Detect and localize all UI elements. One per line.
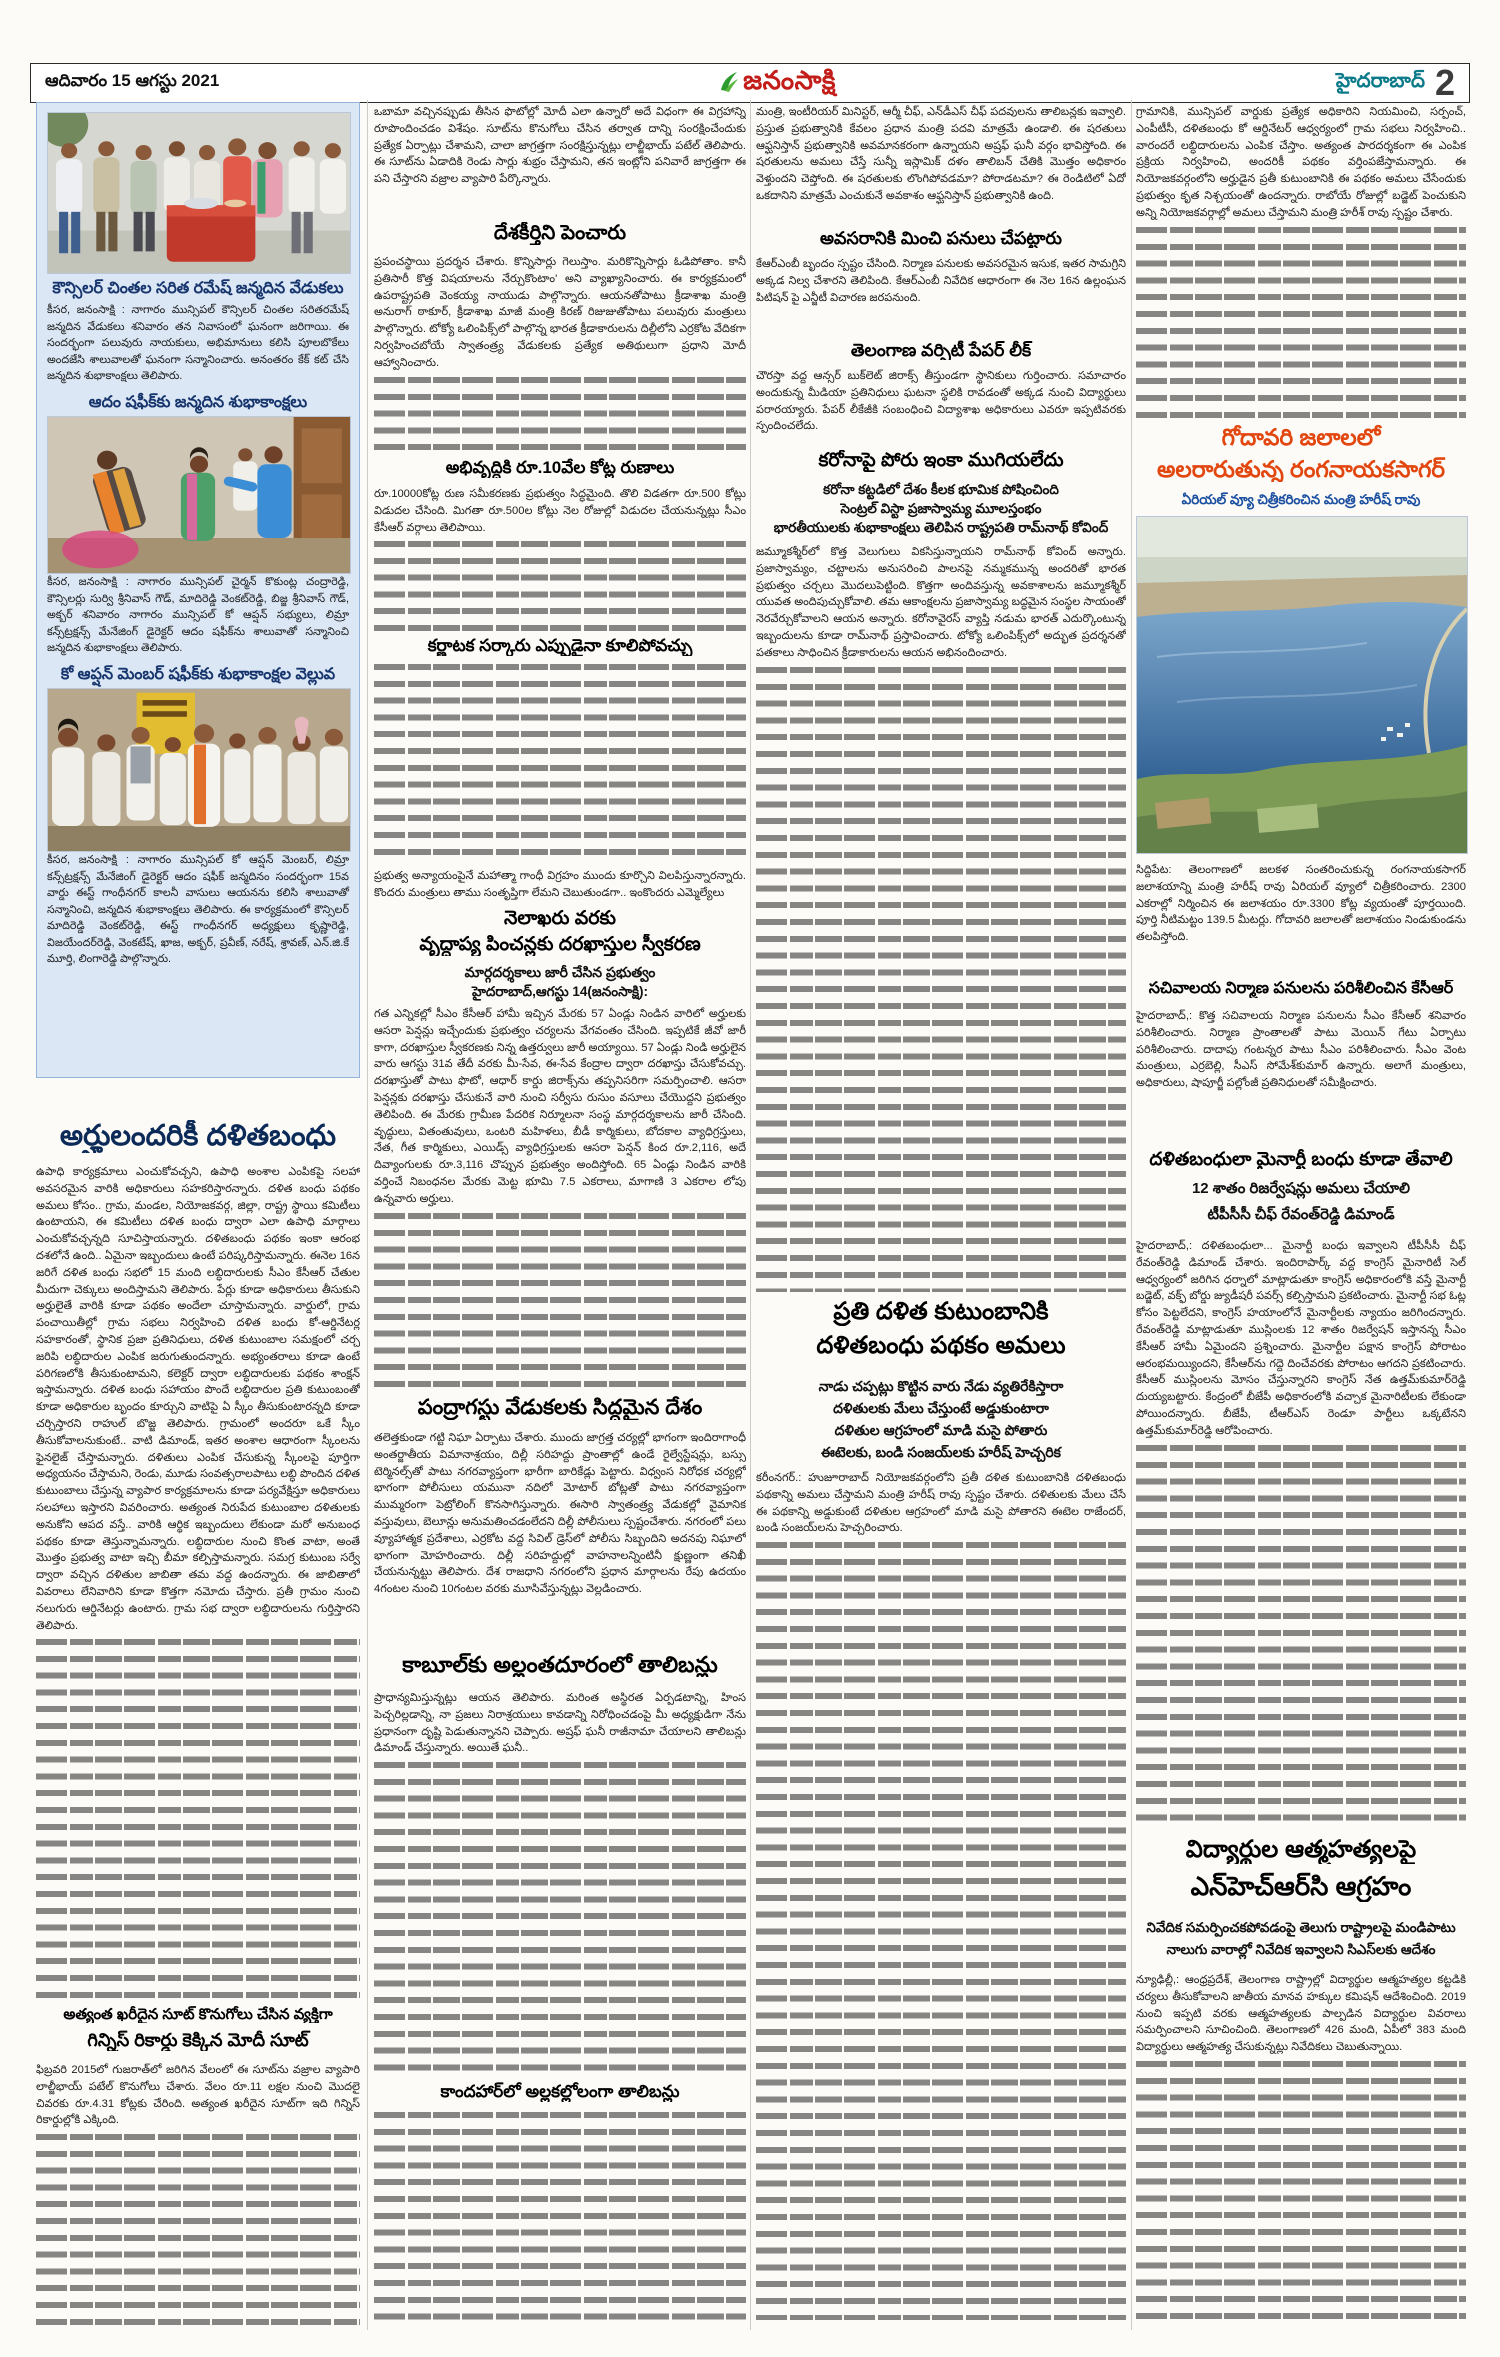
column-rule	[750, 100, 751, 2330]
dalit-sub2: దళితులకు మేలు చేస్తుంటే అడ్డుకుంటారా	[833, 1400, 1049, 1416]
godavari-body: సిద్దిపేట: తెలంగాణలో జలకళ సంతరించుకున్న రంగనాయకసాగర్ జలాశయాన్ని మంత్రి హరీష్ రావు ఏరియల్ వ్యూలో చిత్రీకరించారు. 2300 ఎకరాల్లో నిర్మించిన ఈ జలాశయం రూ.3300 కోట్ల వ్యయంతో పూర్తయింది. పూర్తి నీటిమట్టం 139.5 మీటర్లు. గోదావరి జలాలతో జలాశయం నిండుకుండను తలపిస్తోంది.	[1136, 864, 1466, 944]
text-fill	[1136, 227, 1466, 418]
text-fill	[374, 664, 746, 863]
text-fill	[374, 1213, 746, 1392]
masthead-title: జనంసాక్షి	[743, 64, 836, 95]
corona-sub2: సెంట్రల్ విస్టా ప్రజాస్వామ్య మూలస్తంభం	[840, 501, 1042, 516]
works-headline: అవసరానికి మించి పనులు చేపట్టారు	[820, 228, 1062, 248]
edition-city: హైదరాబాద్	[1335, 69, 1425, 92]
aug15-body: తలెత్తకుండా గట్టి నిఘా ఏర్పాటు చేశారు. ముందు జాగ్రత్త చర్యల్లో భాగంగా ఇందిరాగాంధీ అంతర్జాతీయ విమానాశ్రయం, దిల్లీ సరిహద్దు ప్రాంతాల్లో ఉండే రైల్వేస్టేషన్లు, బస్సు టెర్మినల్స్‌తో పాటు నగరవ్యాప్తంగా భారీగా బారికేడ్లు పెట్టారు. విధ్వంస నిరోధక చర్యల్లో భాగంగా పోలీసులు యమునా నదిలో మోటార్ బోట్లతో పాటు నగరవ్యాప్తంగా ముమ్మరంగా పెట్రోలింగ్ కొనసాగిస్తున్నారు. ఈసారి స్వాతంత్ర్య వేడుకల్లో వైమానిక వస్తువులు, బెలూన్లు అనుమతించడంలేదని దిల్లీ పోలీసులు స్పష్టంచేశారు. నగరంలో పలు వ్యూహాత్మక ప్రదేశాలు, ఎర్రకోట వద్ద సివిల్ డ్రెస్‌లో పోలీసు సిబ్బందిని అదనపు నిఘాలో భాగంగా మోహరించారు. దిల్లీ సరిహద్దుల్లో వాహనాలన్నింటినీ క్షుణ్ణంగా తనిఖీ చేయనున్నట్టు తెలిపారు. దేశ రాజధాని నగరంలోని ప్రధాన మార్గాలను రేపు ఉదయం 4గంటల నుంచి 10గంటల వరకు మూసివేస్తున్నట్లు వెల్లడించారు.	[374, 1432, 746, 1596]
masthead-leaf-icon	[719, 70, 739, 97]
dalit-headline-line2: దళితబంధు పథకం అమలు	[816, 1332, 1066, 1359]
text-fill	[1136, 1445, 1466, 1828]
modi-suit-headline-line2: గిన్నిస్ రికార్డు కెక్కిన మోదీ సూట్	[87, 2030, 309, 2050]
photo-birthday-group	[47, 112, 351, 274]
text-fill	[36, 2134, 360, 2328]
column-1	[36, 100, 360, 2332]
edition-block	[1335, 62, 1455, 103]
story3-body: కీసర, జనంసాక్షి : నాగారం మున్సిపల్ కో ఆప్షన్ మెంబర్, లిమ్రా కన్స్‌ట్రక్షన్స్ మేనేజింగ్ డైరెక్టర్ ఆదం షఫీక్ జన్మదినం సందర్భంగా 15వ వార్డు ఈస్ట్ గాంధీనగర్ కాలనీ వాసులు ఆయనను కలిసి శాలువాతో సన్మానించి, జన్మదిన శుభాకాంక్షలు తెలిపారు. ఈ కార్యక్రమంలో కౌన్సిలర్ మాదిరెడ్డి వెంకట్‌రెడ్డి, ఈస్ట్ గాంధీనగర్ అధ్యక్షులు కృష్ణారెడ్డి, విజయేందర్‌రెడ్డి, వెంకటేష్, ఖాజ, అక్బర్, ప్రవీణ్, నరేష్, శ్రావణ్, ఎన్.జి.కే మూర్తి, లింగారెడ్డి పాల్గొన్నారు.	[47, 854, 349, 966]
modi-suit-headline-line1: అత్యంత ఖరీదైన సూట్ కొనుగోలు చేసిన వ్యక్తిగా	[63, 2006, 333, 2023]
story3-headline: కో ఆప్షన్ మెంబర్ షఫీక్‌కు శుభాకాంక్షల వెల్లువ	[60, 665, 336, 683]
photo-rangnayak-sagar-aerial	[1136, 516, 1468, 854]
dalitbandhu-main-headline: అర్హులందరికీ దళితబంధు	[59, 1120, 337, 1152]
corona-body: జమ్మూకశ్మీర్‌లో కొత్త వెలుగులు వికసిస్తున్నాయని రామ్‌నాథ్ కోవింద్ అన్నారు. ప్రజాస్వామ్యం, చట్టాలను అనుసరించి పాలనపై నమ్మకమున్న అందరితో భారత ప్రభుత్వం చర్చలు మొదలుపెట్టింది. కొత్తగా అందివస్తున్న అవకాశాలను జమ్మూకశ్మీర్ యువత అందిపుచ్చుకోవాలి. తమ ఆకాంక్షలను ప్రజాస్వామ్య బద్ధమైన సంస్థల సాయంతో నెరవేర్చుకోవాలని ఆయన అన్నారు. కరోనావైరస్ వ్యాప్తి నడుమ భారత్ ఎదుర్కొంటున్న ఇబ్బందులను కూడా రామ్‌నాథ్ ప్రస్తావించారు. టోక్యో ఒలింపిక్స్‌లో అద్భుత ప్రదర్శనతో పతకాలు సాధించిన క్రీడాకారులను ఆయన అభినందించారు.	[756, 546, 1126, 659]
works-body: కేఆర్ఎంబీ బృందం స్పష్టం చేసింది. నిర్మాణ పనులకు అవసరమైన ఇసుక, ఇతర సామగ్రిని అక్కడ నిల్వ చేశారని తెలిపింది. కేఆర్ఎంబీ నివేదిక ఆధారంగా ఈ నెల 16న ఉల్లంఘన పిటిషన్ పై ఎన్జీటీ విచారణ జరపనుంది.	[756, 258, 1126, 304]
masthead-bar	[30, 63, 1470, 103]
dalit-headline-line1: ప్రతి దళిత కుటుంబానికి	[833, 1298, 1049, 1325]
karnataka-headline: కర్ణాటక సర్కారు ఎప్పుడైనా కూలిపోవచ్చు	[427, 636, 693, 655]
pension-headline-line1: నెలాఖరు వరకు	[504, 908, 616, 929]
kcr-headline: సచివాలయ నిర్మాణ పనులను పరిశీలించిన కేసీఆర్	[1148, 980, 1454, 997]
column-2	[374, 100, 746, 2332]
pension-subhead: మార్గదర్శకాలు జారీ చేసిన ప్రభుత్వం	[464, 964, 656, 980]
text-fill	[756, 667, 1126, 1292]
masthead	[719, 65, 836, 102]
loan-headline: అభివృద్ధికి రూ.10వేల కోట్ల రుణాలు	[445, 458, 675, 477]
photo-stories-box	[36, 102, 360, 1078]
dalit-body: కరీంనగర్.: హుజూరాబాద్ నియోజకవర్గంలోని ప్రతీ దళిత కుటుంబానికి దళితబంధు పథకాన్ని అమలు చేస్తామని మంత్రి హరీష్ రావు స్పష్టం చేశారు. దళితులకు మేలు చేసే ఈ పథకాన్ని అడ్డుకుంటే దళితుల ఆగ్రహంలో మాడి మసై పోతారని ఈటెల రాజేందర్, బండి సంజయ్‌లను హెచ్చరించారు.	[756, 1472, 1126, 1535]
story2-body: కీసర, జనంసాక్షి : నాగారం మున్సిపల్ చైర్మన్ కొకుంట్ల చంద్రారెడ్డి, కౌన్సిలర్లు సుర్వి శ్రీనివాస్ గౌడ్, మాదిరెడ్డి వెంకట్‌రెడ్డి, బిజ్జ శ్రీనివాస్ గౌడ్, అక్బర్ శనివారం నాగారం మున్సిపల్ కో ఆప్షన్ సభ్యులు, లిమ్రా కన్స్‌ట్రక్షన్స్ మేనేజింగ్ డైరెక్టర్ ఆదం షఫీక్‌ను శాలువాతో సన్మానించి జన్మదిన శుభాకాంక్షలు తెలిపారు.	[47, 576, 349, 655]
kandahar-headline: కాందహార్‌లో అల్లకల్లోలంగా తాలిబన్లు	[440, 2082, 680, 2101]
afghan-lead-body: మంత్రి, ఇంటీరియర్ మినిస్టర్, ఆర్మీ చీఫ్, ఎన్‌డీఎస్ చీఫ్ పదవులను తాలిబన్లకు ఇవ్వాలి. ప్రస్తుత ప్రభుత్వానికి కేవలం ప్రధాన మంత్రి పదవి మాత్రమే ఉండాలి. ఈ షరతులు ఆఫ్ఘనిస్తాన్ ప్రభుత్వానికి అవమానకరంగా ఉన్నాయని అష్రఫ్ ఘనీ వర్గం భావిస్తోంది. ఈ షరతులను అమలు చేస్తే సున్నీ ఇస్లామిక్ దళం తాలిబన్ చేతికి మొత్తం అధికారం వెళ్తుందని చెప్తోంది. ఈ షరతులకు లొంగిపోవడమా? పోరాడటమా? ఈ రెండిటిలో ఏదో ఒకదానిని మాత్రమే ఎంచుకునే అవకాశం ఆఫ్ఘనిస్తాన్ ప్రభుత్వానికి ఉంది.	[756, 106, 1126, 202]
corona-headline: కరోనాపై పోరు ఇంకా ముగియలేదు	[818, 450, 1064, 471]
photo-coop-member-felicitation	[47, 688, 351, 852]
column-rule	[367, 100, 368, 2330]
minority-body: హైదరాబాద్,: దళితబంధులా... మైనార్టీ బంధు ఇవ్వాలని టీపీసీసీ చీఫ్ రేవంత్‌రెడ్డి డిమాండ్ చేశారు. ఇందిరాపార్క్ వద్ద కాంగ్రెస్ మైనారిటీ సెల్ ఆధ్వర్యంలో జరిగిన ధర్నాలో మాట్లాడుతూ కాంగ్రెస్ అధికారంలోకి వస్తే మైనార్టీ బడ్జెట్, వక్ఫ్ బోర్డు జ్యుడీషరీ పవర్స్ కల్పిస్తామని ప్రకటించారు. మైనార్టీ సభ ఓట్ల కోసం పెట్టలేదని, కాంగ్రెస్ హయాంలోనే మైనార్టీలకు న్యాయం జరిగిందన్నారు. రేవంత్‌రెడ్డి మాట్లాడుతూ ముస్లింలకు 12 శాతం రిజర్వేషన్ ఇస్తానన్న సీఎం కేసీఆర్ హామీ ఏమైందని ప్రశ్నించారు. మైనార్టీల పక్షాన కాంగ్రెస్ పోరాటం ఆరంభమయ్యిందని, కేసీఆర్‌ను గద్దె దించేవరకు పోరాటం ఆగదని ప్రకటించారు. కేసీఆర్ ముస్లింలను మోసం చేస్తున్నారని కాంగ్రెస్ నేత ఉత్తమ్‌కుమార్‌రెడ్డి దుయ్యబట్టారు. కేంద్రంలో బీజేపీ అధికారంలోకి వచ్చాక మైనారిటీలకు లేకుండా పోయిందన్నారు. బీజేపీ, టీఆర్ఎస్ రెండూ పార్టీలు ఒక్కటేనని ఉత్తమ్‌కుమార్‌రెడ్డి ఆరోపించారు.	[1136, 1240, 1466, 1437]
column-4	[1136, 100, 1466, 2332]
text-fill	[374, 1762, 746, 2076]
page-number: 2	[1434, 62, 1455, 103]
dalit-sub1: నాడు చప్పట్లు కొట్టిన వారు నేడు వ్యతిరేకిస్తారా	[818, 1378, 1064, 1394]
pension-body: గత ఎన్నికల్లో సీఎం కేసీఆర్ హామీ ఇచ్చిన మేరకు 57 ఏండ్లు నిండిన వారిలో అర్హులకు ఆసరా పెన్షన్లు ఇచ్చేందుకు ప్రభుత్వం చర్యలను వేగవంతం చేసింది. ఇప్పటికే జీవో జారీ కాగా, దరఖాస్తుల స్వీకరణకు నిన్న ఉత్తర్వులు జారీ అయ్యాయి. 57 ఏండ్లు నిండి అర్హులైన వారు ఆగస్టు 31వ తేదీ వరకు మీ-సేవ, ఈ-సేవ కేంద్రాల ద్వారా దరఖాస్తు చేసుకోవచ్చు. దరఖాస్తుతో పాటు ఫొటో, ఆధార్ కార్డు జిరాక్స్‌ను తప్పనిసరిగా సమర్పించాలి. ఆసరా పెన్షన్లకు దరఖాస్తు చేసుకునే వారి నుంచి సర్వీసు రుసుం వసూలు చేయొద్దని ప్రభుత్వం తెలిపింది. ఈ మేరకు గ్రామీణ పేదరిక నిర్మూలనా సంస్థ మార్గదర్శకాలను జారీ చేసింది. వృద్ధులు, వితంతువులు, ఒంటరి మహిళలు, బీడీ కార్మికులు, బోదకాల వ్యాధిగ్రస్తులు, నేత, గీత కార్మికులు, ఎయిడ్స్ వ్యాధిగ్రస్తులకు ఆసరా పెన్షన్ కింద రూ.2,116, అదే దివ్యాంగులకు రూ.3,116 చొప్పున ప్రభుత్వం అందిస్తోంది. 65 ఏండ్లు నిండిన వారికి వర్తించే నిబంధనల మేరకు మెట్ట భూమి 7.5 ఎకరాలు, మాగాణి 3 ఎకరాల లోపు ఉన్నవారు అర్హులు.	[374, 1008, 746, 1205]
modi-suit-body: ఫిబ్రవరి 2015లో గుజరాత్‌లో జరిగిన వేలంలో ఈ సూట్‌ను వజ్రాల వ్యాపారి లాల్జీభాయ్ పటేల్ కొనుగోలు చేశారు. వేలం రూ.11 లక్షల నుంచి మొదలై చివరకు రూ.4.31 కోట్లకు చేరింది. అత్యంత ఖరీదైన సూట్‌గా ఇది గిన్నిస్ రికార్డుల్లోకి ఎక్కింది.	[36, 2064, 360, 2127]
nhrc-sub2: నాలుగు వారాల్లో నివేదిక ఇవ్వాలని సిఎస్‌లకు ఆదేశం	[1166, 1942, 1436, 1957]
text-fill	[36, 1639, 360, 2000]
suit-lead-body: ఒబామా వచ్చినప్పుడు తీసిన ఫొటోల్లో మోదీ ఎలా ఉన్నారో అదే విధంగా ఈ విగ్రహాన్ని రూపొందించడం విశేషం. సూట్‌ను కొనుగోలు చేసిన తర్వాత దాన్ని సంరక్షించేందుకు ప్రత్యేక ఏర్పాట్లు చేశామని, చాలా జాగ్రత్తగా సంరక్షిస్తున్నట్లు లాల్జీభాయ్ పటేల్ తెలిపారు. ఈ సూట్‌ను ఏడాదికి రెండు సార్లు శుభ్రం చేస్తామని, తన ఇంట్లోని పనివారే జాగ్రత్తగా ఈ పని చేస్తారని వజ్రాల వ్యాపారి పేర్కొన్నారు.	[374, 106, 746, 186]
column-rule	[1131, 100, 1132, 2330]
edition-date: ఆదివారం 15 ఆగస్టు 2021	[45, 71, 220, 90]
kabul-headline: కాబూల్‌కు అల్లంతదూరంలో తాలిబన్లు	[402, 1652, 718, 1677]
minority-headline: దళితబంధులా మైనార్టీ బంధు కూడా తేవాలి	[1149, 1148, 1453, 1169]
column-3	[756, 100, 1126, 2332]
karnataka-body: ప్రభుత్వ అన్యాయంపైనే మహాత్మా గాంధీ విగ్రహం ముందు కూర్చొని విలపిస్తున్నారన్నారు. కొందరు మంత్రులు తాము సంతృప్తిగా లేమని చెబుతుండగా.. ఇంకొందరు ఎమ్మెల్యేలు	[374, 870, 746, 900]
dalitbandhu-main-body: ఉపాధి కార్యక్రమాలు ఎంచుకోవచ్చని, ఉపాధి అంశాల ఎంపికపై సలహా అవసరమైన వారికి అధికారులు సహకరిస్తారన్నారు. దళిత బంధు పథకం అమలు కోసం.. గ్రామ, మండల, నియోజకవర్గ, జిల్లా, రాష్ట్ర స్థాయి కమిటీలు ఉంటాయని, ఈ కమిటీలు దళిత బంధు ద్వారా ఎలా ఉపాధి మార్గాలు ఎంచుకోవచ్చన్నది సూచిస్తాయన్నారు. దళితబంధు పథకం ఇంకా ఆరంభ దశలోనే ఉంది.. ఏమైనా ఇబ్బందులు ఉంటే పరిష్కరిస్తామన్నారు. ఈనెల 16న జరిగే దళిత బంధు సభలో 15 మంది లబ్ధిదారులకు సీఎం కేసీఆర్ చేతుల మీదుగా చెక్కులు అందిస్తామని తెలిపారు. పేర్లు కూడా అధికారులు తీసుకుని అర్హులైతే వారికి కూడా పథకం అందేలా చూస్తామన్నారు. వార్డులో, గ్రామ పంచాయితీల్లో గ్రామ సభలు నిర్వహించి దళిత బంధు కో-ఆర్డినేటర్ల సహకారంతో, స్థానిక ప్రజా ప్రతినిధులు, దళిత కుటుంబాల సమక్షంలో చర్చ జరిపి లబ్ధిదారుల ఎంపిక జరుగుతుందన్నారు. అభ్యంతరాలు కూడా ఉంటే పరిగణలోకి తీసుకుంటామని, కలెక్టర్ ద్వారా లబ్ధిదారులకు పథకం శాంక్షన్ ఇస్తామన్నారు. దళిత బంధు సహాయం పొందే లబ్ధిదారుల ప్రతి కుటుంబంతో కూడా అధికారుల బృందం కూర్చుని వాటిపై ఏ స్కీం తీసుకుంటారన్నది కూడా చర్చిస్తారని రాహుల్ బొజ్జ తెలిపారు. గ్రామంలో అందరూ ఒకే స్కీం తీసుకోవాలనుకుంటే.. వాటి డిమాండ్, ఇతర అంశాల ఆధారంగా స్కీంలను ఫైనలైజ్ చేస్తామన్నారు. దళితులు ఎంపిక చేసుకున్న స్కీంలపై పూర్తిగా అధ్యయనం చేస్తామని, రెండు, మూడు సంవత్సరాలపాటు లబ్ధి పొందిన దళిత కుటుంబాలు చేస్తున్న వ్యాపార కార్యక్రమాలను కూడా పర్యవేక్షిస్తూ అధికారులు సలహాలు ఇస్తారని వివరించారు. అత్యంత నిరుపేద కుటుంబాల దళితులకు అనుకోని ఆపద వస్తే.. వారికి ఆర్థిక ఇబ్బందులు లేకుండా మరో అనుబంధ పథకం కూడా తెస్తున్నామన్నారు. లబ్ధిదారుల నుంచి కొంత వాటా, అంతే మొత్తం ప్రభుత్వ వాటా ఇచ్చి బీమా కల్పిస్తామన్నారు. సమగ్ర కుటుంబ సర్వే ద్వారా వచ్చిన దళితుల జాబితా తమ వద్ద ఉందన్నారు. ఈ జాబితాలో వివరాలు లేనివారిని కూడా కొత్తగా నమోదు చేస్తారు. ప్రతీ గ్రామం నుంచి నలుగురు ఆర్డినేటర్లు ఉంటారు. గ్రామ సభ ద్వారా లబ్ధిదారులను గుర్తిస్తారని తెలిపారు.	[36, 1166, 360, 1632]
aug15-headline: పంద్రాగస్టు వేడుకలకు సిద్ధమైన దేశం	[417, 1396, 703, 1419]
kcr-body: హైదరాబాద్,: కొత్త సచివాలయ నిర్మాణ పనులను సీఎం కేసీఆర్ శనివారం పరిశీలించారు. నిర్మాణ ప్రాంతాలతో పాటు మెయిన్ గేటు ఏర్పాటు పరిశీలించారు. దాదాపు గంటన్నర పాటు సీఎం పరిశీలించారు. సీఎం వెంట మంత్రులు, ఎర్రబెల్లి, సీఎస్ సోమేశ్‌కుమార్ ఉన్నారు. అలాగే మంత్రులు, అధికారులు, షాపూర్జీ పల్లోంజీ ప్రతినిధులతో సమీక్షించారు.	[1136, 1010, 1466, 1090]
text-fill	[756, 1542, 1126, 2320]
godavari-subhead: ఏరియల్ వ్యూ చిత్రీకరించిన మంత్రి హరీష్ రావు	[1181, 492, 1421, 507]
pension-headline-line2: వృద్ధాప్య పించన్లకు దరఖాస్తుల స్వీకరణ	[419, 934, 701, 955]
text-fill	[1136, 2061, 1466, 2328]
corona-sub1: కరోనా కట్టడిలో దేశం కీలక భూమిక పోషించింది	[823, 482, 1059, 497]
nhrc-body: న్యూఢిల్లీ,: ఆంధ్రప్రదేశ్, తెలంగాణ రాష్ట్రాల్లో విద్యార్థుల ఆత్మహత్యల కట్టడికి చర్యలు తీసుకోవాలని జాతీయ మానవ హక్కుల కమిషన్ ఆదేశించింది. 2019 నుంచి ఇప్పటి వరకు ఆత్మహత్యలకు పాల్పడిన విద్యార్థుల వివరాలు సమర్పించాలని సూచించింది. తెలంగాణలో 426 మంది, ఏపీలో 383 మంది విద్యార్థులు ఆత్మహత్య చేసుకున్నట్లు నివేదికలు చెబుతున్నాయి.	[1136, 1974, 1466, 2054]
nhrc-headline-line1: విద్యార్థుల ఆత్మహత్యలపై	[1185, 1836, 1417, 1863]
corona-sub3: భారతీయులకు శుభాకాంక్షలు తెలిపిన రాష్ట్రపతి రామ్‌నాథ్ కోవింద్	[773, 520, 1109, 535]
godavari-headline-line1: గోదావరి జలాలలో	[1221, 424, 1381, 450]
dalitbandhu-continued-body: గ్రామానికి, మున్సిపల్ వార్డుకు ప్రత్యేక అధికారిని నియమించి, సర్పంచ్, ఎంపీటీసీ, దళితబంధు కో ఆర్డినేటర్ ఆధ్వర్యంలో గ్రామ సభలు నిర్వహించి.. వారందరే లబ్ధిదారులను ఎంపిక చేస్తాం. అత్యంత పారదర్శకంగా ఈ ఎంపిక ప్రక్రియ నిర్వహించి, అందరికీ పథకం వర్తింపజేస్తామన్నారు. ఈ నియోజకవర్గంలోని అర్హుడైన ప్రతీ కుటుంబానికి ఈ పథకం అమలు చేసేందుకు ప్రభుత్వం కృత నిశ్చయంతో ఉందన్నారు. రాబోయే రోజుల్లో బడ్జెట్ పెంచుకుని అన్ని నియోజకవర్గాల్లో అమలు చేస్తామని మంత్రి హరీశ్ రావు స్పష్టం చేశారు.	[1136, 106, 1466, 219]
minority-sub1: 12 శాతం రిజర్వేషన్లు అమలు చేయాలి	[1191, 1180, 1411, 1197]
kabul-body: ప్రాధాన్యమిస్తున్నట్లు ఆయన తెలిపారు. మరింత అస్థిరత ఏర్పడటాన్ని, హింస పెచ్చరిల్లడాన్ని, నా ప్రజలు నిరాశ్రయులు కావడాన్ని నిరోధించడంపై మీ అధ్యక్షుడిగా నేను ప్రధానంగా దృష్టి పెడుతున్నానని చెప్పారు. అష్రఫ్ ఘనీ రాజీనామా చేయాలని తాలిబన్లు డిమాండ్ చేస్తున్నారు. అయితే ఘనీ..	[374, 1692, 746, 1755]
text-fill	[374, 377, 746, 454]
dalit-sub4: ఈటెలకు, బండి సంజయ్‌లకు హరీష్ హెచ్చరిక	[821, 1444, 1061, 1460]
godavari-headline-line2: అలరారుతున్న రంగనాయకసాగర్	[1156, 456, 1446, 482]
fame-headline: దేశకీర్తిని పెంచారు	[493, 222, 627, 244]
nhrc-sub1: నివేదిక సమర్పించకపోవడంపై తెలుగు రాష్ట్రాలపై మండిపాటు	[1146, 1920, 1456, 1935]
minority-sub2: టీపీసీసీ చీఫ్ రేవంత్‌రెడ్డి డిమాండ్	[1207, 1206, 1395, 1223]
text-fill	[374, 2112, 746, 2328]
story1-body: కీసర, జనంసాక్షి : నాగారం మున్సిపల్ కౌన్సిలర్ చింతల సరితరమేష్ జన్మదిన వేడుకలు శనివారం తన నివాసంలో ఘనంగా జరిగాయి. ఈ సందర్భంగా పలువురు నాయకులు, అభిమానులు కలిసి పూలబొకేలు అందజేసి శాలువాలతో ఘనంగా సన్మానించారు. అనంతరం కేక్ కట్ చేసి జన్మదిన శుభాకాంక్షలు తెలిపారు.	[47, 304, 349, 383]
nhrc-headline-line2: ఎన్‌హెచ్ఆర్‌సి ఆగ్రహం	[1190, 1872, 1412, 1901]
fame-body: ప్రపంచస్థాయి ప్రదర్శన చేశారు. కొన్నిసార్లు గెలుస్తాం. మరికొన్నిసార్లు ఓడిపోతాం. కానీ ప్రతిసారీ కొత్త విషయాలను నేర్చుకొంటాం' అని వ్యాఖ్యానించారు. ఈ కార్యక్రమంలో ఉపరాష్ట్రపతి వెంకయ్య నాయుడు పాల్గొన్నారు. ఆయనతోపాటు క్రీడాశాఖ మంత్రి అనురాగ్ ఠాకూర్, క్రీడాశాఖ మాజీ మంత్రి కిరణ్ రిజుజుతోపాటు పలువురు మంత్రులు పాల్గొన్నారు. టోక్యో ఒలింపిక్స్‌లో పాల్గొన్న భారత క్రీడాకారులను దిల్లీలోని ఎర్రకోట వేదికగా నిర్వహించబోయే స్వాతంత్ర్య వేడుకలకు ప్రత్యేక అతిథులుగా ప్రధాని మోదీ ఆహ్వానించారు.	[374, 256, 746, 369]
photo-shawl-felicitation	[47, 416, 351, 574]
paperleak-headline: తెలంగాణ వర్సిటీ పేపర్ లీక్	[850, 340, 1032, 360]
pension-dateline: హైదరాబాద్,ఆగస్టు 14(జనంసాక్షి):	[471, 984, 649, 999]
story2-headline: ఆదం షఫీక్‌కు జన్మదిన శుభాకాంక్షలు	[88, 393, 308, 411]
text-fill	[374, 541, 746, 632]
dalit-sub3: దళితుల ఆగ్రహంలో మాడి మసై పోతారు	[834, 1422, 1048, 1438]
loan-body: రూ.10000కోట్ల రుణ సమీకరణకు ప్రభుత్వం సిద్ధమైంది. తొలి విడతగా రూ.500 కోట్లు విడుదల చేసింది. మిగతా రూ.500ల కోట్లు నెల రోజుల్లో విడుదల చేయనున్నట్లు సీఎం కేసీఆర్ వర్గాలు తెలిపాయి.	[374, 488, 746, 534]
story1-headline: కౌన్సిలర్ చింతల సరిత రమేష్ జన్మదిన వేడుకలు	[52, 280, 344, 297]
paperleak-body: చౌరస్తా వద్ద ఆన్సర్ బుక్‌లెట్ జిరాక్స్ తీస్తుండగా స్థానికులు గుర్తించారు. సమాచారం అందుకున్న మీడియా ప్రతినిధులు ఘటనా స్థలికి రావడంతో అక్కడ నుంచి విద్యార్థులు పరారయ్యారు. పేపర్ లీకేజీకి సంబంధించి విద్యాశాఖ అధికారులు ఎవరూ ఇప్పటివరకు స్పందించలేదు.	[756, 370, 1126, 433]
